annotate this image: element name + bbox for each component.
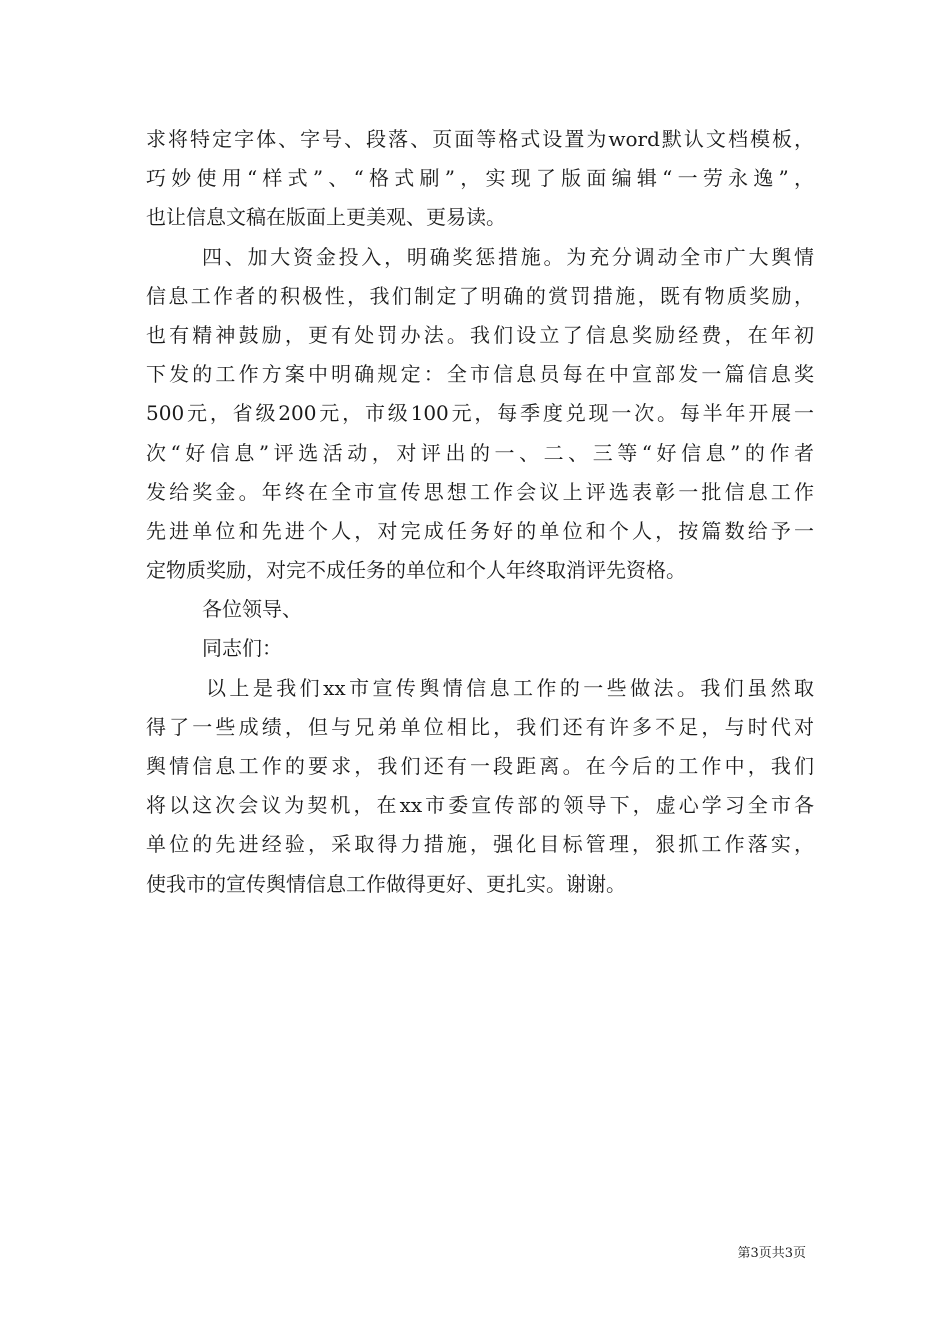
text-line: 使我市的宣传舆情信息工作做得更好、更扎实。谢谢。 [146,871,626,896]
text-line: 将以这次会议为契机，在xx市委宣传部的领导下，虚心学习全市各 [146,793,814,818]
text-line: 也有精神鼓励，更有处罚办法。我们设立了信息奖励经费，在年初 [146,322,814,347]
text-line: 也让信息文稿在版面上更美观、更易读。 [146,205,506,230]
text-line: 下发的工作方案中明确规定：全市信息员每在中宣部发一篇信息奖 [146,362,814,387]
salutation-line: 同志们： [202,636,282,661]
salutation-line: 各位领导、 [202,597,302,622]
text-line: 定物质奖励，对完不成任务的单位和个人年终取消评先资格。 [146,558,686,583]
text-line: 先进单位和先进个人，对完成任务好的单位和个人，按篇数给予一 [146,518,814,543]
text-line: 发给奖金。年终在全市宣传思想工作会议上评选表彰一批信息工作 [146,479,814,504]
text-line: 巧妙使用“样式”、“格式刷”，实现了版面编辑“一劳永逸”， [146,166,814,191]
text-line: 单位的先进经验，采取得力措施，强化目标管理，狠抓工作落实， [146,832,814,857]
text-line: 舆情信息工作的要求，我们还有一段距离。在今后的工作中，我们 [146,754,814,778]
document-body [146,120,814,904]
text-line: 信息工作者的积极性，我们制定了明确的赏罚措施，既有物质奖励， [146,283,814,308]
text-line: 次“好信息”评选活动，对评出的一、二、三等“好信息”的作者 [146,440,814,465]
text-line: 得了一些成绩，但与兄弟单位相比，我们还有许多不足，与时代对 [146,714,814,739]
section-heading-line: 四、加大资金投入，明确奖惩措施。为充分调动全市广大舆情 [202,244,814,269]
closing-paragraph-line: 以上是我们xx市宣传舆情信息工作的一些做法。我们虽然取 [206,675,814,700]
text-line: 500元，省级200元，市级100元，每季度兑现一次。每半年开展一 [146,401,814,426]
page-number-footer: 第3页共3页 [737,1246,806,1261]
text-line: 求将特定字体、字号、段落、页面等格式设置为word默认文档模板， [146,127,814,151]
